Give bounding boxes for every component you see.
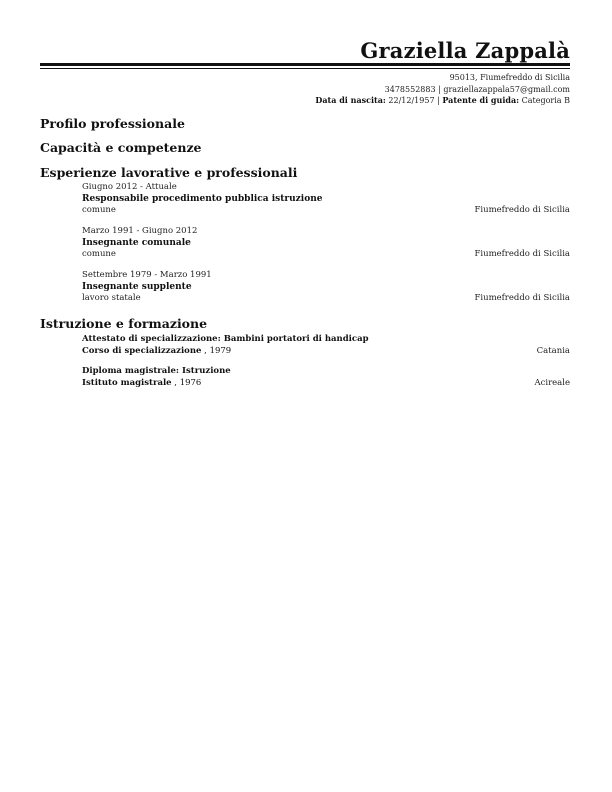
education-item bbox=[82, 334, 570, 357]
phone-email-line bbox=[315, 84, 570, 96]
experience-dates: Marzo 1991 - Giugno 2012 bbox=[82, 226, 198, 236]
experience-item bbox=[82, 270, 570, 305]
phone: 3478552883 bbox=[384, 84, 436, 94]
experience-title: Responsabile procedimento pubblica istruzione bbox=[82, 193, 323, 204]
experience-employer: lavoro statale bbox=[82, 293, 141, 303]
experience-employer-row bbox=[82, 249, 570, 261]
header-divider-thin bbox=[40, 68, 570, 69]
experience-location: Fiumefreddo di Sicilia bbox=[474, 293, 570, 303]
experience-location: Fiumefreddo di Sicilia bbox=[474, 249, 570, 259]
education-year: 1976 bbox=[179, 377, 202, 388]
personal-info-line bbox=[315, 95, 570, 107]
education-school: Corso di specializzazione bbox=[82, 345, 202, 356]
education-degree-line: Diploma magistrale: Istruzione bbox=[82, 366, 231, 376]
experience-dates: Settembre 1979 - Marzo 1991 bbox=[82, 270, 212, 280]
experience-dates: Giugno 2012 - Attuale bbox=[82, 182, 177, 192]
experience-employer-row bbox=[82, 205, 570, 217]
education-item bbox=[82, 366, 570, 389]
section-heading-experience: Esperienze lavorative e professionali bbox=[40, 165, 298, 180]
education-location: Catania bbox=[536, 345, 570, 356]
education-degree: Attestato di specializzazione bbox=[82, 334, 218, 344]
experience-title: Insegnante comunale bbox=[82, 237, 191, 248]
experience-item bbox=[82, 182, 570, 217]
education-degree-line: Attestato di specializzazione: Bambini portatori di handicap bbox=[82, 334, 369, 344]
birth-label: Data di nascita: bbox=[315, 95, 386, 105]
education-year: 1979 bbox=[209, 345, 232, 356]
birth-value: 22/12/1957 bbox=[388, 96, 435, 105]
education-field: Istruzione bbox=[182, 366, 231, 376]
section-heading-education: Istruzione e formazione bbox=[40, 316, 208, 331]
experience-employer: comune bbox=[82, 249, 116, 259]
header-divider-thick bbox=[40, 63, 570, 66]
address-line: 95013, Fiumefreddo di Sicilia bbox=[449, 73, 570, 82]
experience-employer: comune bbox=[82, 205, 116, 215]
separator: | bbox=[437, 96, 440, 105]
education-field: Bambini portatori di handicap bbox=[223, 334, 369, 344]
experience-title: Insegnante supplente bbox=[82, 281, 192, 292]
education-school: Istituto magistrale bbox=[82, 377, 172, 388]
email: graziellazappala57@gmail.com bbox=[443, 84, 570, 94]
education-school-row: Istituto magistrale , 1976 Acireale bbox=[82, 377, 570, 388]
candidate-name: Graziella Zappalà bbox=[360, 38, 570, 63]
contact-block bbox=[315, 72, 570, 107]
education-location: Acireale bbox=[534, 377, 570, 388]
experience-employer-row bbox=[82, 293, 570, 305]
education-degree: Diploma magistrale bbox=[82, 366, 176, 376]
experience-item bbox=[82, 226, 570, 261]
license-label: Patente di guida: bbox=[442, 95, 520, 105]
education-school-row: Corso di specializzazione , 1979 Catania bbox=[82, 345, 570, 356]
section-heading-profile: Profilo professionale bbox=[40, 116, 185, 131]
experience-location: Fiumefreddo di Sicilia bbox=[474, 205, 570, 215]
section-heading-skills: Capacità e competenze bbox=[40, 140, 202, 155]
separator: | bbox=[438, 84, 441, 94]
license-value: Categoria B bbox=[521, 96, 570, 105]
